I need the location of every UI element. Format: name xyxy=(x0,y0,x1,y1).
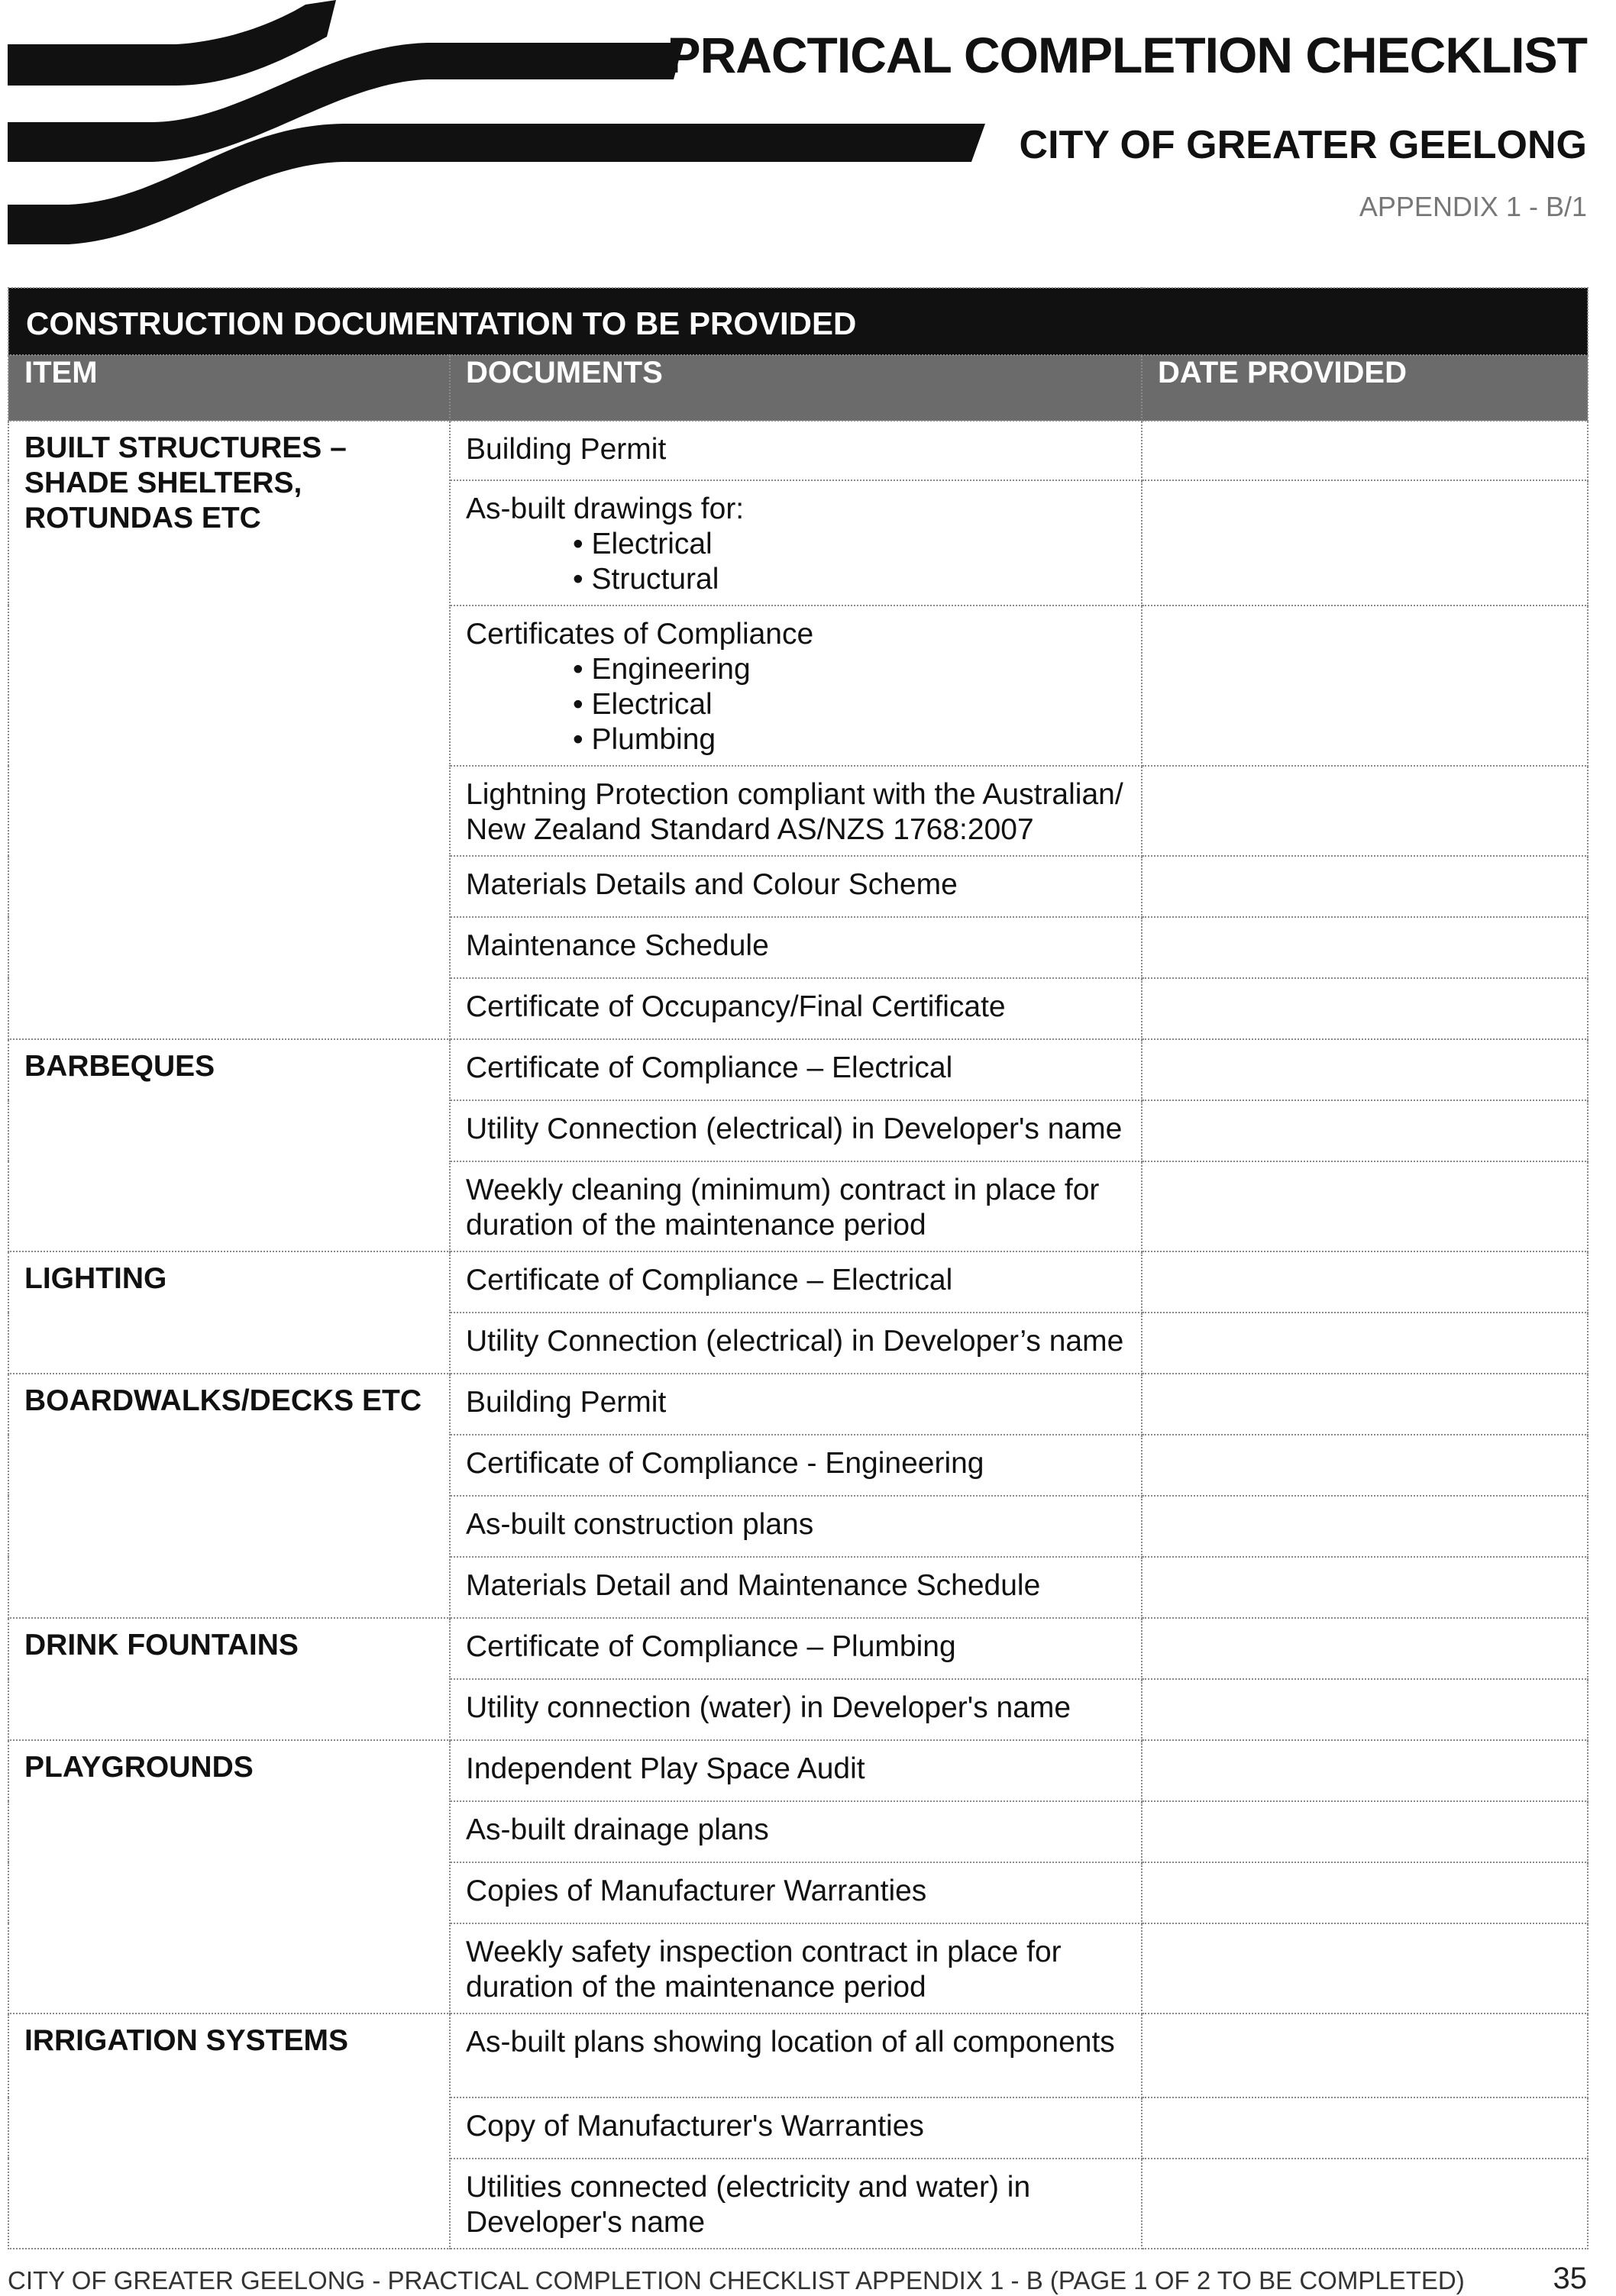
date-provided-cell[interactable] xyxy=(1142,1557,1588,1618)
date-provided-cell[interactable] xyxy=(1142,1100,1588,1161)
document-subitem: • Engineering xyxy=(573,652,1126,687)
document-cell xyxy=(450,1039,1142,1100)
document-subitem: • Electrical xyxy=(573,687,1126,722)
item-category: BUILT STRUCTURES – SHADE SHELTERS, ROTUNDAS ETC xyxy=(8,421,450,1039)
document-cell xyxy=(450,1161,1142,1251)
table-row xyxy=(8,1618,1588,1679)
appendix-label: APPENDIX 1 - B/1 xyxy=(1359,191,1587,222)
item-category: BARBEQUES xyxy=(8,1039,450,1251)
table-row xyxy=(8,2013,1588,2097)
table-row xyxy=(8,421,1588,480)
document-name: Building Permit xyxy=(466,1386,667,1419)
document-subitem: • Plumbing xyxy=(573,722,1126,757)
organisation-name: CITY OF GREATER GEELONG xyxy=(1019,123,1587,167)
document-name: Weekly cleaning (minimum) contract in place for duration of the maintenance period xyxy=(466,1174,1100,1242)
item-category: LIGHTING xyxy=(8,1251,450,1374)
date-provided-cell[interactable] xyxy=(1142,1923,1588,2013)
document-cell xyxy=(450,1100,1142,1161)
documentation-table xyxy=(8,287,1589,2249)
document-cell xyxy=(450,2097,1142,2159)
date-provided-cell[interactable] xyxy=(1142,421,1588,480)
document-name: As-built drawings for: xyxy=(466,492,745,525)
document-cell xyxy=(450,605,1142,766)
document-cell xyxy=(450,1923,1142,2013)
document-cell xyxy=(450,1496,1142,1557)
table-row xyxy=(8,1039,1588,1100)
document-sublist xyxy=(466,652,1126,757)
document-cell xyxy=(450,421,1142,480)
document-name: Copies of Manufacturer Warranties xyxy=(466,1875,927,1907)
document-cell xyxy=(450,2013,1142,2097)
date-provided-cell[interactable] xyxy=(1142,1496,1588,1557)
document-name: As-built construction plans xyxy=(466,1508,814,1541)
document-name: Building Permit xyxy=(466,433,667,466)
document-cell xyxy=(450,1740,1142,1801)
document-name: Certificate of Occupancy/Final Certificate xyxy=(466,990,1006,1023)
date-provided-cell[interactable] xyxy=(1142,1801,1588,1862)
date-provided-cell[interactable] xyxy=(1142,1862,1588,1923)
column-header-item: ITEM xyxy=(8,355,450,421)
date-provided-cell[interactable] xyxy=(1142,766,1588,856)
document-name: Maintenance Schedule xyxy=(466,929,769,962)
date-provided-cell[interactable] xyxy=(1142,1740,1588,1801)
document-name: Utilities connected (electricity and water) in Developer's name xyxy=(466,2171,1031,2239)
page-title: PRACTICAL COMPLETION CHECKLIST xyxy=(667,27,1587,83)
page-number: 35 xyxy=(1553,2262,1587,2295)
date-provided-cell[interactable] xyxy=(1142,1435,1588,1496)
document-name: Utility Connection (electrical) in Developer’s name xyxy=(466,1325,1124,1358)
document-cell xyxy=(450,1801,1142,1862)
document-cell xyxy=(450,1557,1142,1618)
date-provided-cell[interactable] xyxy=(1142,1251,1588,1313)
table-row xyxy=(8,1251,1588,1313)
document-cell xyxy=(450,1618,1142,1679)
document-cell xyxy=(450,978,1142,1039)
document-cell xyxy=(450,2159,1142,2249)
date-provided-cell[interactable] xyxy=(1142,917,1588,978)
document-name: As-built drainage plans xyxy=(466,1813,769,1846)
date-provided-cell[interactable] xyxy=(1142,1039,1588,1100)
date-provided-cell[interactable] xyxy=(1142,978,1588,1039)
document-cell xyxy=(450,1435,1142,1496)
item-category: BOARDWALKS/DECKS ETC xyxy=(8,1374,450,1618)
document-name: Certificate of Compliance – Electrical xyxy=(466,1264,953,1297)
date-provided-cell[interactable] xyxy=(1142,856,1588,917)
table-row xyxy=(8,1740,1588,1801)
document-name: Certificate of Compliance – Electrical xyxy=(466,1051,953,1084)
date-provided-cell[interactable] xyxy=(1142,2159,1588,2249)
date-provided-cell[interactable] xyxy=(1142,1374,1588,1435)
date-provided-cell[interactable] xyxy=(1142,1313,1588,1374)
document-name: Utility connection (water) in Developer's name xyxy=(466,1691,1071,1724)
item-category: IRRIGATION SYSTEMS xyxy=(8,2013,450,2249)
document-subitem: • Structural xyxy=(573,562,1126,597)
item-category: PLAYGROUNDS xyxy=(8,1740,450,2013)
section-heading: CONSTRUCTION DOCUMENTATION TO BE PROVIDED xyxy=(8,288,1588,355)
document-cell xyxy=(450,1679,1142,1740)
column-header-documents: DOCUMENTS xyxy=(450,355,1142,421)
document-name: Certificate of Compliance – Plumbing xyxy=(466,1630,956,1663)
document-name: Certificates of Compliance xyxy=(466,618,814,651)
document-name: Materials Detail and Maintenance Schedule xyxy=(466,1569,1041,1602)
document-name: Lightning Protection compliant with the Australian/ New Zealand Standard AS/NZS 1768:2007 xyxy=(466,778,1123,846)
column-header-date-provided: DATE PROVIDED xyxy=(1142,355,1588,421)
date-provided-cell[interactable] xyxy=(1142,2013,1588,2097)
footer-text: CITY OF GREATER GEELONG - PRACTICAL COMPLETION CHECKLIST APPENDIX 1 - B (PAGE 1 OF 2 TO BE COMPLETED) xyxy=(8,2266,1465,2294)
document-cell xyxy=(450,480,1142,605)
document-cell xyxy=(450,1374,1142,1435)
document-name: Weekly safety inspection contract in place for duration of the maintenance period xyxy=(466,1936,1062,2004)
document-cell xyxy=(450,917,1142,978)
date-provided-cell[interactable] xyxy=(1142,605,1588,766)
document-subitem: • Electrical xyxy=(573,527,1126,562)
document-cell xyxy=(450,856,1142,917)
document-cell xyxy=(450,1313,1142,1374)
document-cell xyxy=(450,1251,1142,1313)
date-provided-cell[interactable] xyxy=(1142,2097,1588,2159)
document-name: Utility Connection (electrical) in Developer's name xyxy=(466,1112,1123,1145)
document-name: As-built plans showing location of all components xyxy=(466,2026,1115,2059)
document-cell xyxy=(450,766,1142,856)
document-name: Independent Play Space Audit xyxy=(466,1752,865,1785)
date-provided-cell[interactable] xyxy=(1142,480,1588,605)
date-provided-cell[interactable] xyxy=(1142,1618,1588,1679)
date-provided-cell[interactable] xyxy=(1142,1679,1588,1740)
document-name: Copy of Manufacturer's Warranties xyxy=(466,2110,924,2143)
document-sublist xyxy=(466,527,1126,597)
date-provided-cell[interactable] xyxy=(1142,1161,1588,1251)
document-cell xyxy=(450,1862,1142,1923)
item-category: DRINK FOUNTAINS xyxy=(8,1618,450,1740)
document-name: Certificate of Compliance - Engineering xyxy=(466,1447,984,1480)
table-row xyxy=(8,1374,1588,1435)
document-name: Materials Details and Colour Scheme xyxy=(466,868,958,901)
